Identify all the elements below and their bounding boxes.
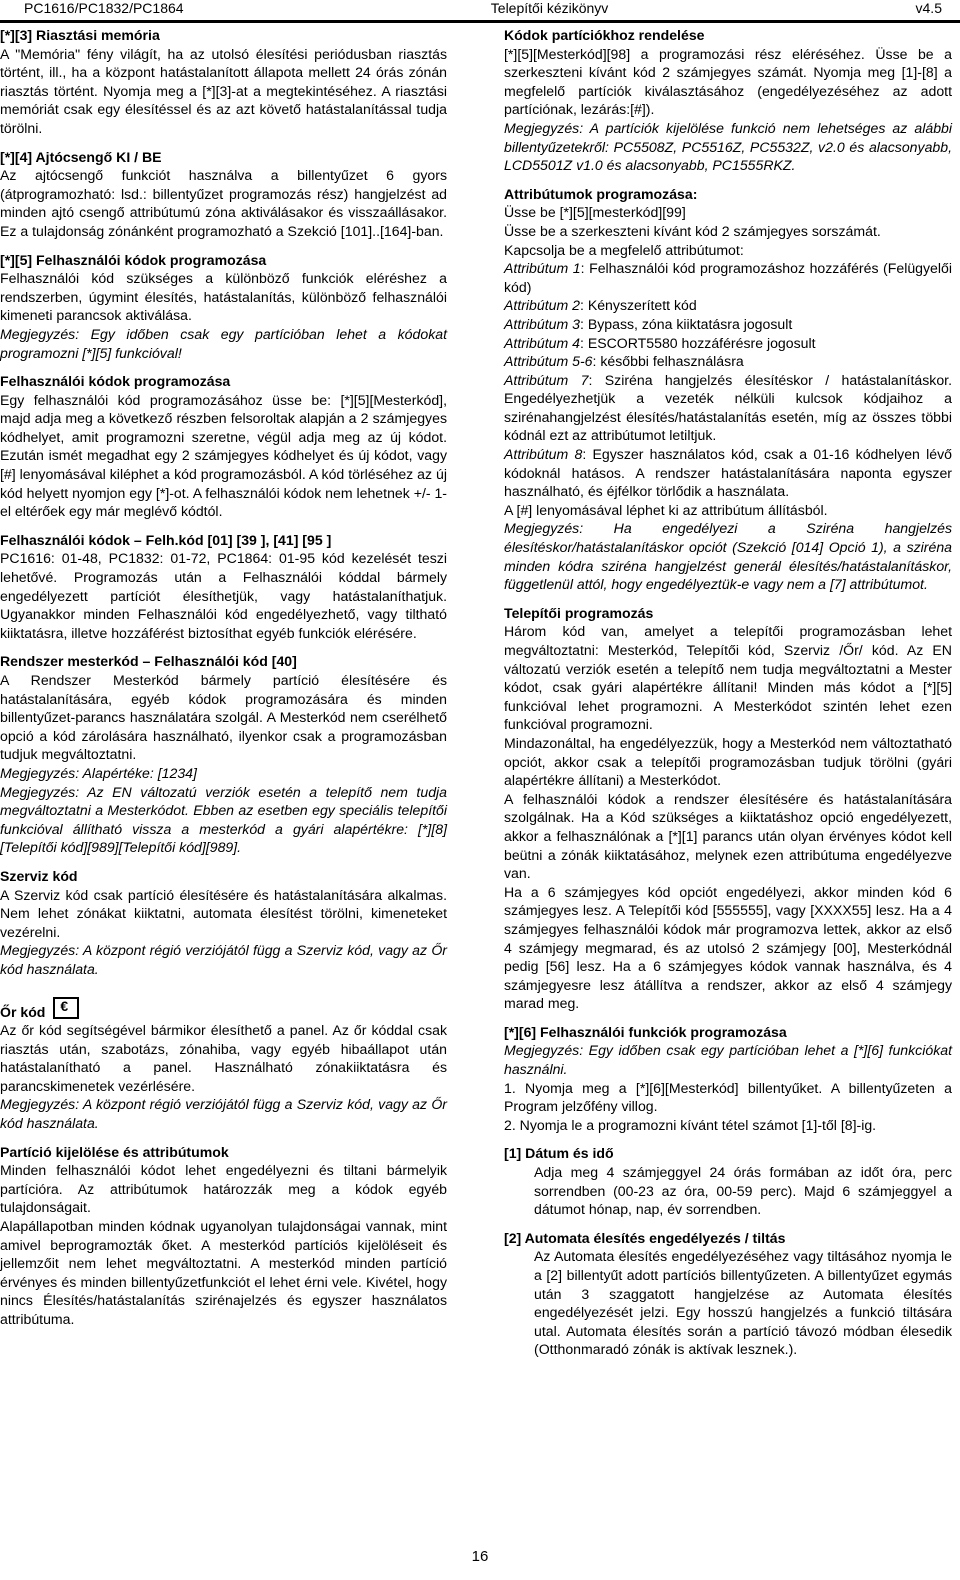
attr-line: Üsse be [*][5][mesterkód][99] bbox=[504, 204, 686, 221]
attr-key: Attribútum 5-6 bbox=[504, 353, 593, 370]
section-alarm-memory bbox=[0, 26, 447, 138]
section-heading: Telepítői programozás bbox=[504, 604, 654, 621]
section-heading-row bbox=[0, 997, 447, 1022]
attr-value: : későbbi felhasználásra bbox=[592, 353, 744, 370]
section-body: A felhasználói kódok a rendszer élesítésére és hatástalanítására szolgálnak. Ha a Kód szükséges a kiiktatáshoz opció engedélyezett, akkor a felhasználónak a [*][1] parancs után olyan érvényes kódot kell beütni a zónák kiiktatásához, melynek ezen attribútuma engedélyezve van. bbox=[504, 790, 952, 882]
attr-line: Üsse be a szerkeszteni kívánt kód 2 számjegyes sorszámát. bbox=[504, 222, 881, 239]
section-note: Megjegyzés: Ha engedélyezi a Sziréna hangjelzés élesítéskor/hatástalanításkor opciót (Szekció [014] Opció 1), a sziréna minden kódra sziréna hangjelzést generál élesítés/hatástalanításkor, függetlenül attól, hogy engedélyeztük-e vagy nem a [7] attribútumot. bbox=[504, 520, 952, 593]
section-heading: [*][5] Felhasználói kódok programozása bbox=[0, 251, 267, 268]
section-heading: Felhasználói kódok programozása bbox=[0, 373, 231, 390]
attr-item bbox=[504, 259, 952, 296]
section-user-code-ranges bbox=[0, 531, 447, 643]
section-body: Alapállapotban minden kódnak ugyanolyan tulajdonságai vannak, mint amivel beprogramozták őket. A mesterkód partíciós kijelöléseit és jellemzőit nem lehet megváltoztatni. A mesterkód minden partíció érvényes és minden billentyűzetfunkciót el lehet érni vele. Kivétel, hogy nincs Élesítés/hatástalanítás szirénajelzés és egyszer használatos attribútuma. bbox=[0, 1218, 447, 1327]
section-body: A Szerviz kód csak partíció élesítésére és hatástalanítására alkalmas. Nem lehet zónákat kiiktatni, automata élesítést törölni, kimeneteket vezérelni. bbox=[0, 886, 447, 940]
section-body: Ha a 6 számjegyes kód opciót engedélyezi, akkor minden kód 6 számjegyes lesz. A Telepítői kód [555555], vagy [XXXX55] lesz. Ha a 4 számjegyes felhasználói kódok már programozva lettek, akkor az első 4 számjegy megmarad, és az utolsó 2 számjegy [00], Mesterkódnál pedig [56] lesz. Ha a 6 számjegyes kódok vannak használva, és 4 számjegyesre lesz átállítva a rendszer, akkor az első 4 számjegy marad meg. bbox=[504, 883, 952, 1012]
section-heading: Őr kód bbox=[0, 1003, 46, 1020]
section-body: [*][5][Mesterkód][98] a programozási rész eléréséhez. Üsse be a szerkeszteni kívánt kód 2 számjegyes számát. Nyomja meg [1]-[8] a megfelelő partíciók kiválasztásához (engedélyezéséhez az adott partíciónak, lezárás:[#]). bbox=[504, 45, 952, 118]
section-heading: [*][6] Felhasználói funkciók programozása bbox=[504, 1023, 787, 1040]
section-body: Az Automata élesítés engedélyezéséhez vagy tiltásához nyomja le a [2] billentyűt adott partíciós billentyűzeten. A billentyűzet egymás után 3 szaggatott hangjelzése az Automata élesítés engedélyezését jelzi. Egy hosszú hangjelzés a funkció tiltására utal. Automata élesítés során a partíció távozó módban élesedik (Otthonmaradó zónák is aktívak lesznek.). bbox=[534, 1248, 952, 1358]
section-body: Az ajtócsengő funkciót használva a billentyűzet 6 gyors (átprogramozható: lsd.: billentyűzet programozás rész) hangjelzést ad minden ajtó csengő attribútumú zóna aktiválásakor és visszaállásakor. Ez a tulajdonság zónánként programozható a Szekció [101]..[164]-ban. bbox=[0, 167, 447, 239]
header-version: v4.5 bbox=[915, 0, 942, 16]
section-body: A "Memória" fény világít, ha az utolsó élesítési periódusban riasztás történt, ill., ha a központ hatástalanított állapota mellett 24 órás zónán riasztás történt. Nyomja meg a [*][3]-at a megtekintéséhez. A riasztási memóriát csak egy élesítéssel és az azt követő hatástalanítással tudja törölni. bbox=[0, 45, 447, 136]
header-rule bbox=[0, 20, 960, 23]
attr-value: : Bypass, zóna kiiktatásra jogosult bbox=[579, 315, 793, 332]
section-body: Három kód van, amelyet a telepítői programozásban lehet megváltoztatni: Mesterkód, Telepítői kód, Szerviz /Őr/ kód. Az EN változatú verziók esetén a telepítő nem tudja megváltoztatni a Mester kódot, csak gyári alapértékre állítani! Minden más kódot a [*][5] funkcióval lehet programozni. A Mesterkódot szintén lehet ezen funkcióval programozni. bbox=[504, 623, 952, 733]
attr-key: Attribútum 4 bbox=[504, 334, 580, 351]
section-service-code bbox=[0, 867, 447, 979]
attr-key: Attribútum 2 bbox=[504, 297, 580, 314]
section-body: Felhasználói kód szükséges a különböző funkciók eléréshez a rendszerben, úgymint élesítés, hatástalanítás, különböző felhasználói kimeneti parancsok aktiválása. bbox=[0, 270, 447, 324]
attr-line: Kapcsolja be a megfelelő attribútumot: bbox=[504, 241, 744, 258]
section-note: Megjegyzés: A központ régió verziójától függ a Szerviz kód, vagy az Őr kód használata. bbox=[0, 942, 447, 977]
section-date-time bbox=[504, 1144, 952, 1218]
attr-item bbox=[504, 352, 952, 371]
step-item: 2. Nyomja le a programozni kívánt tétel számot [1]-től [8]-ig. bbox=[504, 1116, 877, 1133]
section-body: Az őr kód segítségével bármikor élesíthető a panel. Az őr kóddal csak riasztás után, szabotázs, zónahiba, vagy egyéb hibaállapot után hatástalanítható a panel. Használható zónakiiktatásra és parancskimenetek vezérlésére. bbox=[0, 1022, 447, 1094]
section-heading: [*][4] Ajtócsengő KI / BE bbox=[0, 148, 162, 165]
attr-value: : Kényszerített kód bbox=[579, 297, 697, 314]
attr-item bbox=[504, 334, 952, 353]
section-user-functions bbox=[504, 1023, 952, 1135]
section-heading: [*][3] Riasztási memória bbox=[0, 27, 160, 43]
section-note: Megjegyzés: Egy időben csak egy partícióban lehet a kódokat programozni [*][5] funkcióval! bbox=[0, 325, 447, 361]
section-note: Megjegyzés: Alapértéke: [1234] bbox=[0, 764, 197, 781]
section-code-partitions bbox=[504, 26, 952, 175]
attr-key: Attribútum 8 bbox=[504, 446, 583, 463]
section-user-codes bbox=[0, 251, 447, 363]
section-attribute-programming bbox=[504, 185, 952, 594]
attr-value: : Sziréna hangjelzés élesítéskor / hatástalanításkor. Engedélyezhetjük a vezeték nélküli kulcsok kódjaihoz a szirénahangjelzést élesítés/hatástalanítás esetén, míg az összes többi kódnál ezt az attribútumot letiltjuk. bbox=[504, 371, 952, 444]
section-heading: Partíció kijelölése és attribútumok bbox=[0, 1143, 229, 1160]
section-body: Minden felhasználói kódot lehet engedélyezni és tiltani bármelyik partícióra. Az attribútumok határozzák meg a kódok egyéb tulajdonságait. bbox=[0, 1162, 447, 1216]
attr-item bbox=[504, 296, 952, 315]
section-heading: [1] Dátum és idő bbox=[504, 1145, 614, 1162]
section-note: Megjegyzés: Egy időben csak egy partícióban lehet a [*][6] funkciókat használni. bbox=[504, 1042, 952, 1078]
attr-value: : ESCORT5580 hozzáférésre jogosult bbox=[579, 334, 816, 351]
section-heading: Kódok partíciókhoz rendelése bbox=[504, 27, 705, 43]
section-heading: Felhasználói kódok – Felh.kód [01] [39 ], [41] [95 ] bbox=[0, 531, 332, 548]
section-body: Mindazonáltal, ha engedélyezzük, hogy a Mesterkód nem változtatható opciót, akkor csak a telepítői programozásban tudjuk törölni (gyári alapértékre állítani) a Mesterkódot. bbox=[504, 734, 952, 789]
attr-key: Attribútum 1 bbox=[504, 260, 581, 277]
section-heading: Rendszer mesterkód – Felhasználói kód [40] bbox=[0, 653, 297, 670]
section-note: Megjegyzés: A partíciók kijelölése funkció nem lehetséges az alábbi billentyűzetekről: PC5508Z, PC5516Z, PC5532Z, v2.0 és alacsonyabb, LCD5501Z v1.0 és alacsonyabb, PC1555RKZ. bbox=[504, 119, 952, 174]
section-auto-arm bbox=[504, 1229, 952, 1359]
section-user-code-programming bbox=[0, 372, 447, 521]
section-heading: [2] Automata élesítés engedélyezés / tiltás bbox=[504, 1229, 786, 1246]
page-header bbox=[24, 0, 942, 20]
attr-exit: A [#] lenyomásával léphet ki az attribútum állításból. bbox=[504, 501, 828, 518]
attr-key: Attribútum 3 bbox=[504, 315, 580, 332]
section-body: A Rendszer Mesterkód bármely partíció élesítésére és hatástalanítására, egyéb kódok programozására és minden billentyűzet-parancs használatára szolgál. A Mesterkód nem cserélhető opció a kód zárolására használható, ilyenkor csak a programozásban tudjuk megváltoztatni. bbox=[0, 672, 447, 763]
attr-item bbox=[504, 371, 952, 445]
section-heading: Szerviz kód bbox=[0, 867, 78, 884]
right-column bbox=[504, 26, 952, 1359]
section-master-code bbox=[0, 652, 447, 857]
section-body: Egy felhasználói kód programozásához üsse be: [*][5][Mesterkód], majd adja meg a következő részben felsoroltak alapján a 2 számjegyes kódhelyet, amit programozni szeretne, végül adja meg az új kódot. Ezután ismét megadhat egy 2 számjegyes kódhelyet és új kódot, vagy [#] lenyomásával kiléphet a kód programozásból. A kód törléséhez az új kód helyett nyomjon egy [*]-ot. A felhasználói kódok nem lehetnek +/- 1-el eltérőek egy már meglévő kódtól. bbox=[0, 391, 447, 520]
step-item: 1. Nyomja meg a [*][6][Mesterkód] billentyűket. A billentyűzeten a Program jelzőfény villog. bbox=[504, 1079, 952, 1115]
section-note: Megjegyzés: Az EN változatú verziók esetén a telepítő nem tudja megváltoztatni a Mesterkódot. Ebben az esetben egy speciális telepítői funkcióval állítható vissza a mesterkód a gyári alapértékre: [*][8][Telepítői kód][989][Telepítői kód][989]. bbox=[0, 783, 447, 856]
left-column bbox=[0, 26, 447, 1329]
attr-value: : Felhasználói kód programozáshoz hozzáférés (Felügyelői kód) bbox=[504, 260, 952, 295]
section-body: Adja meg 4 számjeggyel 24 órás formában az időt óra, perc sorrendben (00-23 az óra, 00-59 perc). Majd 6 számjeggyel a dátumot hónap, nap, év sorrendben. bbox=[534, 1164, 952, 1218]
section-door-chime bbox=[0, 148, 447, 241]
section-body: PC1616: 01-48, PC1832: 01-72, PC1864: 01-95 kód kezelését teszi lehetővé. Programozás után a Felhasználói kóddal bármely engedélyezett partíciót élesíthetjük, vagy hatástalaníthatjuk. Ugyanakkor minden Felhasználói kód engedélyezhető, vagy tiltható kiiktatásra, illetve hozzáférést biztosíthat egyéb funkciók elérésére. bbox=[0, 550, 447, 641]
section-note: Megjegyzés: A központ régió verziójától függ a Szerviz kód, vagy az Őr kód használata. bbox=[0, 1096, 447, 1132]
attr-item bbox=[504, 445, 952, 501]
header-title: Telepítői kézikönyv bbox=[490, 0, 609, 16]
attr-key: Attribútum 7 bbox=[504, 371, 589, 388]
euro-icon bbox=[53, 997, 79, 1019]
section-heading: Attribútumok programozása: bbox=[504, 185, 698, 202]
section-partition-attributes bbox=[0, 1143, 447, 1329]
section-installer-programming bbox=[504, 604, 952, 1013]
attr-value: : Egyszer használatos kód, csak a 01-16 kódhelyen lévő kódoknál hatásos. A rendszer hatástalanítására naponta egyszer használható, és éjfélkor törlődik a használata. bbox=[504, 446, 953, 500]
page-number: 16 bbox=[471, 1548, 489, 1565]
attr-item bbox=[504, 315, 952, 334]
header-model: PC1616/PC1832/PC1864 bbox=[24, 0, 184, 16]
section-guard-code bbox=[0, 997, 447, 1133]
